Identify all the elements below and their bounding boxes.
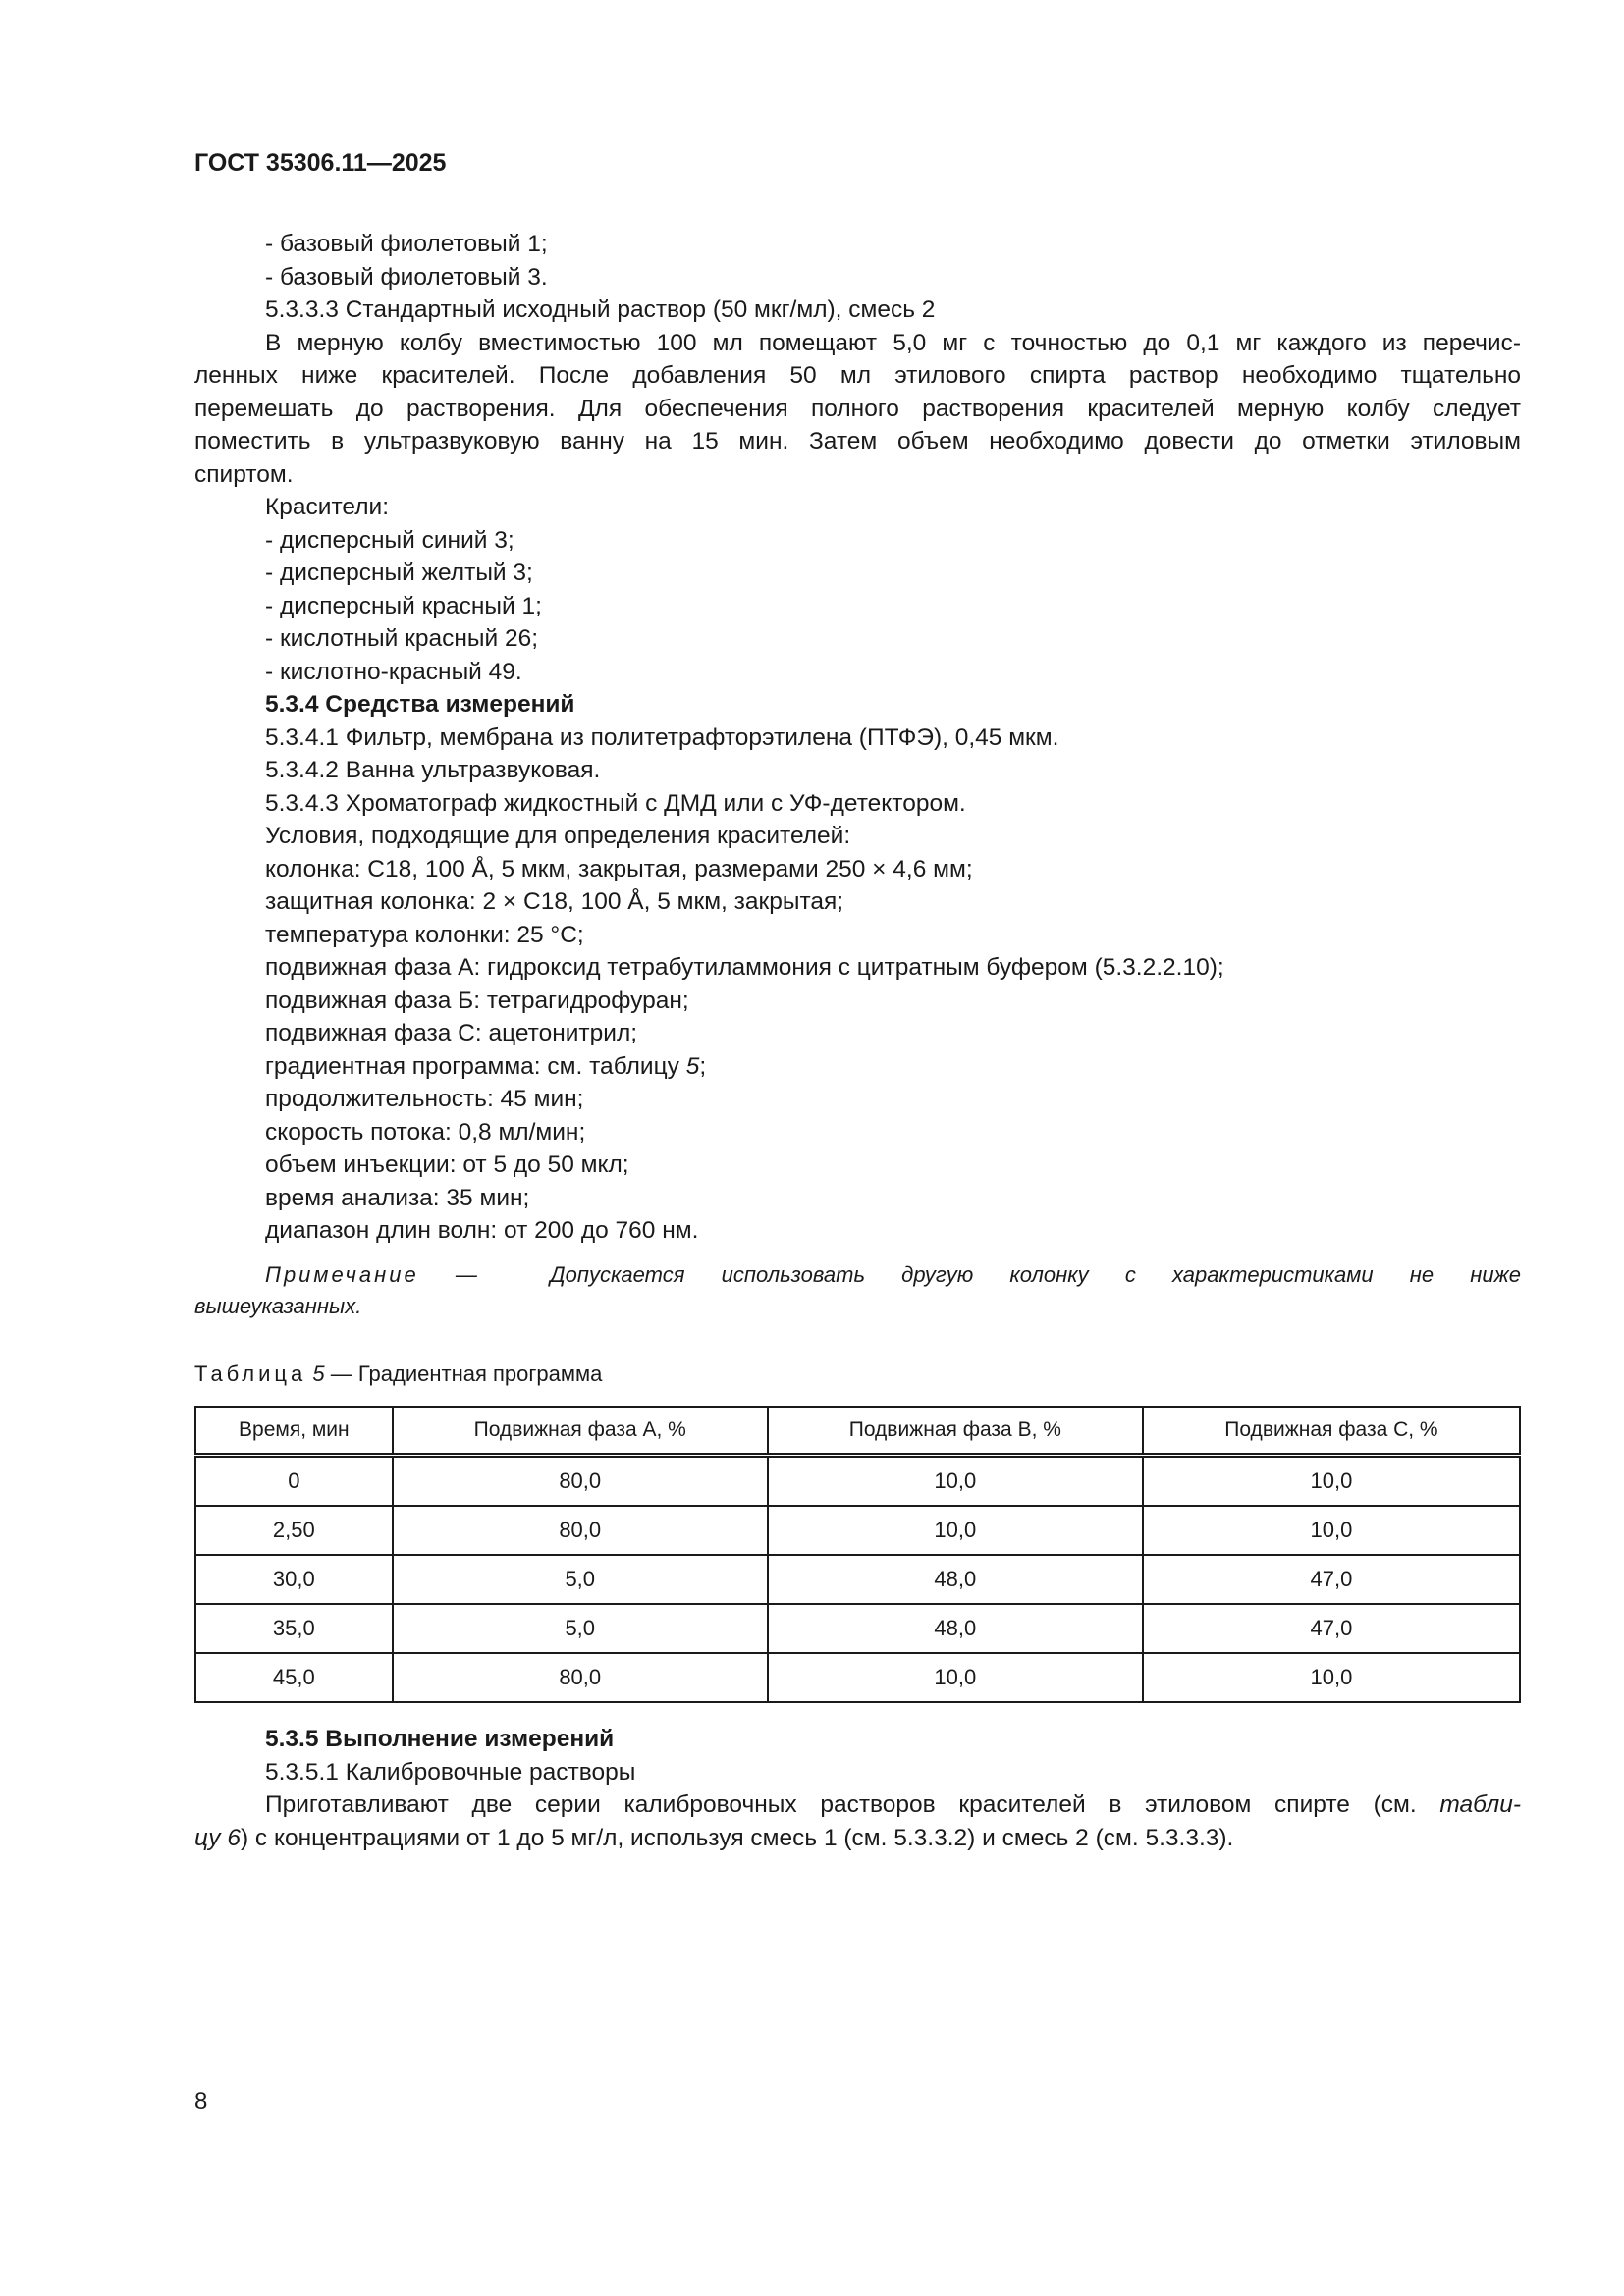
note-dash: — bbox=[418, 1262, 514, 1287]
list-item: - кислотно-красный 49. bbox=[265, 658, 522, 685]
table-row bbox=[195, 1604, 1520, 1653]
document-id-header: ГОСТ 35306.11—2025 bbox=[194, 149, 447, 177]
page-number: 8 bbox=[194, 2088, 208, 2114]
table-reference[interactable]: 5 bbox=[685, 1052, 700, 1080]
table-cell: 10,0 bbox=[768, 1506, 1143, 1555]
condition-item: подвижная фаза Б: тетрагидрофуран; bbox=[265, 987, 689, 1014]
table-cell: 47,0 bbox=[1143, 1555, 1520, 1604]
list-item: - базовый фиолетовый 3. bbox=[265, 263, 548, 291]
condition-item: подвижная фаза А: гидроксид тетрабутиламмония с цитратным буфером (5.3.2.2.10); bbox=[265, 954, 1224, 981]
gradient-table bbox=[194, 1406, 1521, 1703]
paragraph-line: перемешать до растворения. Для обеспечения полного растворения красителей мерную колбу следует bbox=[194, 395, 1521, 422]
condition-item: колонка: С18, 100 Å, 5 мкм, закрытая, размерами 250 × 4,6 мм; bbox=[265, 855, 973, 882]
table-cell: 10,0 bbox=[768, 1653, 1143, 1702]
paragraph-line: поместить в ультразвуковую ванну на 15 мин. Затем объем необходимо довести до отметки этиловым bbox=[194, 428, 1521, 454]
condition-item: защитная колонка: 2 × С18, 100 Å, 5 мкм, закрытая; bbox=[265, 888, 844, 915]
table-cell: 10,0 bbox=[768, 1456, 1143, 1507]
caption-label: Таблица bbox=[194, 1362, 307, 1386]
column-header: Подвижная фаза В, % bbox=[768, 1407, 1143, 1456]
table-row bbox=[195, 1506, 1520, 1555]
note bbox=[194, 1259, 1521, 1322]
table-row bbox=[195, 1653, 1520, 1702]
list-item: - дисперсный синий 3; bbox=[265, 526, 514, 554]
paragraph-line bbox=[194, 1789, 1521, 1822]
column-header: Время, мин bbox=[195, 1407, 393, 1456]
condition-item: время анализа: 35 мин; bbox=[265, 1184, 530, 1211]
paragraph-line: В мерную колбу вместимостью 100 мл помещают 5,0 мг с точностью до 0,1 мг каждого из перечис- bbox=[265, 329, 1521, 356]
table-cell: 10,0 bbox=[1143, 1653, 1520, 1702]
list-item: - базовый фиолетовый 1; bbox=[265, 231, 548, 257]
column-header: Подвижная фаза А, % bbox=[393, 1407, 768, 1456]
section-heading: 5.3.4 Средства измерений bbox=[265, 691, 575, 718]
list-item: - дисперсный красный 1; bbox=[265, 592, 542, 619]
paragraph-text: ) с концентрациями от 1 до 5 мг/л, используя смесь 1 (см. 5.3.3.2) и смесь 2 (см. 5.3.3.3). bbox=[240, 1824, 1234, 1851]
table-cell: 10,0 bbox=[1143, 1456, 1520, 1507]
list-item: - дисперсный желтый 3; bbox=[265, 560, 533, 586]
column-header: Подвижная фаза С, % bbox=[1143, 1407, 1520, 1456]
table-caption bbox=[194, 1362, 602, 1387]
condition-item: объем инъекции: от 5 до 50 мкл; bbox=[265, 1151, 629, 1178]
table-reference[interactable]: табли- bbox=[1439, 1791, 1521, 1818]
condition-item: скорость потока: 0,8 мл/мин; bbox=[265, 1118, 586, 1146]
table-cell: 45,0 bbox=[195, 1653, 393, 1702]
list-item: - кислотный красный 26; bbox=[265, 625, 539, 652]
section-heading: 5.3.5 Выполнение измерений bbox=[265, 1726, 615, 1752]
paragraph-line: спиртом. bbox=[194, 460, 294, 488]
table-cell: 80,0 bbox=[393, 1456, 768, 1507]
paragraph-text: Приготавливают две серии калибровочных растворов красителей в этиловом спирте (см. bbox=[265, 1791, 1440, 1818]
table-cell: 80,0 bbox=[393, 1653, 768, 1702]
table-cell: 47,0 bbox=[1143, 1604, 1520, 1653]
note-line: вышеуказанных. bbox=[194, 1294, 362, 1318]
table-row bbox=[195, 1555, 1520, 1604]
list-item: 5.3.4.1 Фильтр, мембрана из политетрафторэтилена (ПТФЭ), 0,45 мкм. bbox=[265, 723, 1059, 751]
condition-item: температура колонки: 25 °С; bbox=[265, 921, 584, 948]
condition-item bbox=[194, 1050, 1521, 1084]
dyes-label: Красители: bbox=[265, 494, 390, 520]
table-cell: 48,0 bbox=[768, 1604, 1143, 1653]
table-reference[interactable]: цу 6 bbox=[194, 1824, 241, 1851]
table-cell: 35,0 bbox=[195, 1604, 393, 1653]
body-text-2 bbox=[194, 1723, 1521, 1854]
table-header-row bbox=[195, 1407, 1520, 1456]
table-cell: 0 bbox=[195, 1456, 393, 1507]
caption-number: 5 bbox=[312, 1362, 325, 1386]
condition-end: ; bbox=[699, 1052, 707, 1080]
list-item: Условия, подходящие для определения красителей: bbox=[265, 823, 851, 849]
table-cell: 5,0 bbox=[393, 1604, 768, 1653]
list-item: 5.3.4.2 Ванна ультразвуковая. bbox=[265, 757, 601, 783]
paragraph-line: ленных ниже красителей. После добавления 50 мл этилового спирта раствор необходимо тщательно bbox=[194, 362, 1521, 389]
condition-item: подвижная фаза С: ацетонитрил; bbox=[265, 1020, 638, 1046]
condition-text: градиентная программа: см. таблицу bbox=[265, 1052, 686, 1080]
note-text: Допускается использовать другую колонку с характеристиками не ниже bbox=[550, 1262, 1521, 1287]
table-cell: 2,50 bbox=[195, 1506, 393, 1555]
condition-item: диапазон длин волн: от 200 до 760 нм. bbox=[265, 1217, 699, 1244]
body-text bbox=[194, 228, 1521, 1248]
table-cell: 10,0 bbox=[1143, 1506, 1520, 1555]
table-cell: 5,0 bbox=[393, 1555, 768, 1604]
table-cell: 30,0 bbox=[195, 1555, 393, 1604]
table-cell: 80,0 bbox=[393, 1506, 768, 1555]
subsection-title: 5.3.5.1 Калибровочные растворы bbox=[265, 1758, 636, 1786]
paragraph-line bbox=[194, 1822, 1521, 1855]
caption-text: — Градиентная программа bbox=[324, 1362, 603, 1386]
subsection-title: 5.3.3.3 Стандартный исходный раствор (50 мкг/мл), смесь 2 bbox=[265, 296, 936, 323]
condition-item: продолжительность: 45 мин; bbox=[265, 1086, 584, 1112]
note-label: Примечание bbox=[265, 1262, 419, 1287]
note-line bbox=[194, 1259, 1521, 1291]
table-cell: 48,0 bbox=[768, 1555, 1143, 1604]
table-row bbox=[195, 1456, 1520, 1507]
list-item: 5.3.4.3 Хроматограф жидкостный с ДМД или с УФ-детектором. bbox=[265, 789, 966, 817]
